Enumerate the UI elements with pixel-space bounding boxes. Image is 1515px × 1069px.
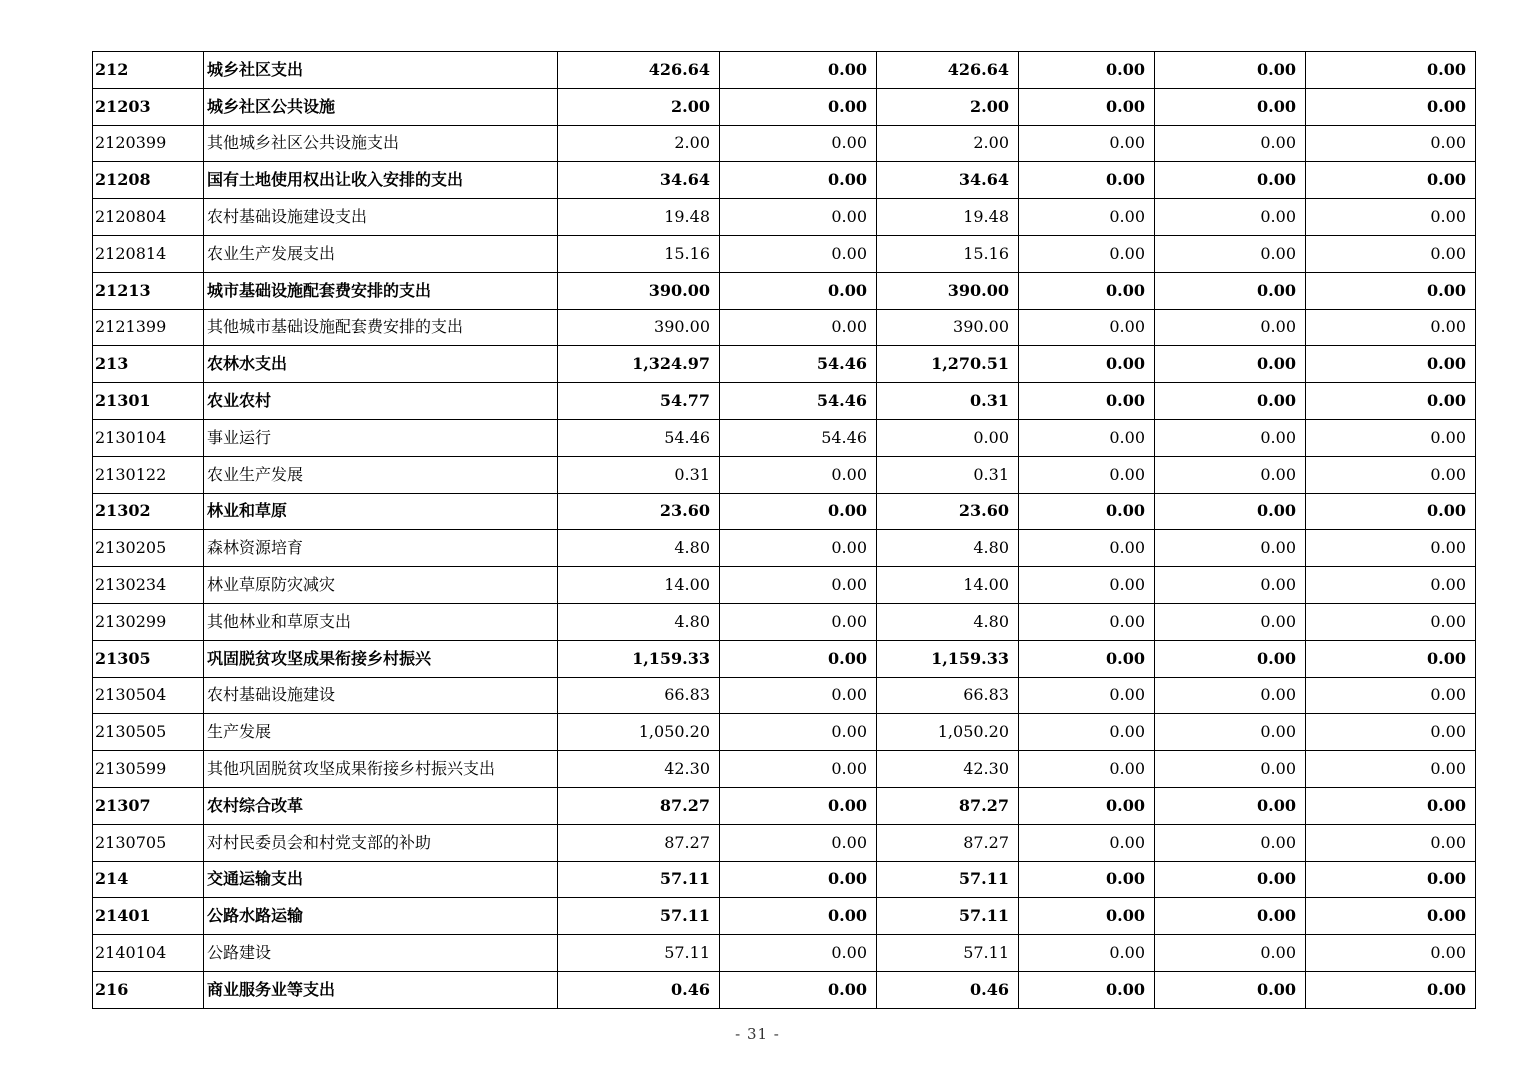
amount-cell: 0.00 [720, 677, 877, 714]
amount-cell: 2.00 [558, 125, 720, 162]
amount-cell: 0.00 [1155, 971, 1306, 1008]
subject-code-cell: 2121399 [93, 309, 204, 346]
amount-cell: 0.00 [720, 603, 877, 640]
amount-cell: 0.00 [1019, 603, 1155, 640]
subject-code-cell: 2130122 [93, 456, 204, 493]
subject-code-cell: 21305 [93, 640, 204, 677]
table-row [93, 419, 1476, 456]
amount-cell: 0.00 [1019, 456, 1155, 493]
amount-cell: 23.60 [558, 493, 720, 530]
subject-name-cell: 商业服务业等支出 [204, 971, 558, 1008]
amount-cell: 0.00 [1019, 677, 1155, 714]
subject-code-cell: 213 [93, 346, 204, 383]
subject-code-cell: 212 [93, 52, 204, 89]
amount-cell: 0.00 [720, 971, 877, 1008]
amount-cell: 0.00 [720, 199, 877, 236]
amount-cell: 0.00 [1019, 861, 1155, 898]
amount-cell: 87.27 [877, 787, 1019, 824]
table-row [93, 714, 1476, 751]
subject-code-cell: 21203 [93, 88, 204, 125]
amount-cell: 0.00 [1019, 235, 1155, 272]
amount-cell: 0.00 [1019, 383, 1155, 420]
amount-cell: 0.00 [1155, 383, 1306, 420]
amount-cell: 0.00 [1306, 530, 1476, 567]
amount-cell: 0.00 [1306, 272, 1476, 309]
amount-cell: 1,159.33 [558, 640, 720, 677]
amount-cell: 390.00 [558, 272, 720, 309]
table-row [93, 898, 1476, 935]
amount-cell: 0.00 [720, 751, 877, 788]
amount-cell: 0.00 [1019, 125, 1155, 162]
amount-cell: 426.64 [558, 52, 720, 89]
subject-name-cell: 农业农村 [204, 383, 558, 420]
amount-cell: 0.00 [1155, 88, 1306, 125]
amount-cell: 0.00 [1019, 714, 1155, 751]
amount-cell: 1,050.20 [558, 714, 720, 751]
amount-cell: 42.30 [877, 751, 1019, 788]
amount-cell: 0.00 [1306, 162, 1476, 199]
amount-cell: 1,050.20 [877, 714, 1019, 751]
subject-name-cell: 农村基础设施建设支出 [204, 199, 558, 236]
amount-cell: 2.00 [877, 125, 1019, 162]
subject-name-cell: 农业生产发展 [204, 456, 558, 493]
amount-cell: 66.83 [558, 677, 720, 714]
amount-cell: 0.00 [1019, 309, 1155, 346]
amount-cell: 0.00 [1155, 751, 1306, 788]
amount-cell: 0.00 [720, 125, 877, 162]
amount-cell: 0.00 [1019, 971, 1155, 1008]
amount-cell: 0.00 [1019, 199, 1155, 236]
amount-cell: 0.00 [1155, 309, 1306, 346]
amount-cell: 0.00 [1306, 309, 1476, 346]
subject-name-cell: 林业草原防灾减灾 [204, 567, 558, 604]
amount-cell: 0.00 [1155, 162, 1306, 199]
table-row [93, 603, 1476, 640]
subject-code-cell: 2130205 [93, 530, 204, 567]
amount-cell: 0.00 [1019, 493, 1155, 530]
subject-name-cell: 城乡社区公共设施 [204, 88, 558, 125]
amount-cell: 0.00 [1155, 824, 1306, 861]
subject-name-cell: 农业生产发展支出 [204, 235, 558, 272]
amount-cell: 14.00 [558, 567, 720, 604]
subject-name-cell: 森林资源培育 [204, 530, 558, 567]
amount-cell: 0.00 [720, 456, 877, 493]
amount-cell: 54.77 [558, 383, 720, 420]
amount-cell: 0.00 [1306, 971, 1476, 1008]
amount-cell: 0.00 [720, 162, 877, 199]
subject-name-cell: 公路建设 [204, 935, 558, 972]
amount-cell: 4.80 [558, 530, 720, 567]
amount-cell: 0.00 [1155, 603, 1306, 640]
subject-name-cell: 农林水支出 [204, 346, 558, 383]
amount-cell: 0.00 [720, 787, 877, 824]
table-row [93, 751, 1476, 788]
amount-cell: 34.64 [877, 162, 1019, 199]
amount-cell: 0.00 [720, 640, 877, 677]
amount-cell: 0.31 [877, 383, 1019, 420]
subject-code-cell: 2130299 [93, 603, 204, 640]
subject-code-cell: 2130505 [93, 714, 204, 751]
amount-cell: 390.00 [877, 309, 1019, 346]
amount-cell: 0.00 [1155, 898, 1306, 935]
amount-cell: 0.00 [1155, 567, 1306, 604]
amount-cell: 54.46 [720, 419, 877, 456]
table-row [93, 935, 1476, 972]
amount-cell: 87.27 [558, 787, 720, 824]
table-row [93, 567, 1476, 604]
table-row [93, 88, 1476, 125]
amount-cell: 0.00 [720, 88, 877, 125]
amount-cell: 4.80 [558, 603, 720, 640]
amount-cell: 0.00 [1306, 567, 1476, 604]
amount-cell: 0.00 [1155, 125, 1306, 162]
amount-cell: 0.00 [1306, 603, 1476, 640]
table-row [93, 125, 1476, 162]
subject-name-cell: 对村民委员会和村党支部的补助 [204, 824, 558, 861]
table-row [93, 456, 1476, 493]
amount-cell: 0.31 [877, 456, 1019, 493]
amount-cell: 0.00 [1019, 567, 1155, 604]
amount-cell: 0.00 [720, 309, 877, 346]
amount-cell: 87.27 [877, 824, 1019, 861]
subject-code-cell: 21213 [93, 272, 204, 309]
table-body [93, 52, 1476, 1009]
amount-cell: 1,270.51 [877, 346, 1019, 383]
amount-cell: 0.00 [1155, 493, 1306, 530]
subject-code-cell: 2130104 [93, 419, 204, 456]
amount-cell: 0.00 [1306, 751, 1476, 788]
subject-code-cell: 2130705 [93, 824, 204, 861]
amount-cell: 0.00 [720, 861, 877, 898]
amount-cell: 390.00 [558, 309, 720, 346]
amount-cell: 0.00 [1019, 530, 1155, 567]
amount-cell: 0.00 [1019, 162, 1155, 199]
amount-cell: 0.00 [1306, 898, 1476, 935]
amount-cell: 66.83 [877, 677, 1019, 714]
table-row [93, 309, 1476, 346]
table-row [93, 640, 1476, 677]
subject-code-cell: 214 [93, 861, 204, 898]
subject-code-cell: 21208 [93, 162, 204, 199]
amount-cell: 0.00 [720, 235, 877, 272]
subject-code-cell: 2120399 [93, 125, 204, 162]
subject-code-cell: 2130234 [93, 567, 204, 604]
amount-cell: 19.48 [558, 199, 720, 236]
amount-cell: 0.00 [1306, 52, 1476, 89]
amount-cell: 57.11 [877, 861, 1019, 898]
subject-code-cell: 216 [93, 971, 204, 1008]
amount-cell: 14.00 [877, 567, 1019, 604]
amount-cell: 0.00 [1306, 419, 1476, 456]
subject-name-cell: 农村基础设施建设 [204, 677, 558, 714]
amount-cell: 57.11 [558, 898, 720, 935]
amount-cell: 54.46 [558, 419, 720, 456]
subject-code-cell: 2130599 [93, 751, 204, 788]
amount-cell: 0.00 [1306, 346, 1476, 383]
amount-cell: 426.64 [877, 52, 1019, 89]
amount-cell: 0.31 [558, 456, 720, 493]
table-row [93, 971, 1476, 1008]
amount-cell: 0.00 [1306, 88, 1476, 125]
amount-cell: 0.00 [1155, 530, 1306, 567]
amount-cell: 0.00 [1306, 456, 1476, 493]
subject-code-cell: 21401 [93, 898, 204, 935]
amount-cell: 0.00 [1155, 456, 1306, 493]
table-row [93, 235, 1476, 272]
amount-cell: 2.00 [558, 88, 720, 125]
amount-cell: 87.27 [558, 824, 720, 861]
table-row [93, 346, 1476, 383]
subject-name-cell: 巩固脱贫攻坚成果衔接乡村振兴 [204, 640, 558, 677]
amount-cell: 0.00 [1306, 235, 1476, 272]
table-row [93, 530, 1476, 567]
subject-code-cell: 2140104 [93, 935, 204, 972]
amount-cell: 0.00 [1306, 677, 1476, 714]
amount-cell: 0.00 [1306, 824, 1476, 861]
amount-cell: 0.00 [720, 52, 877, 89]
amount-cell: 0.00 [720, 714, 877, 751]
table-row [93, 824, 1476, 861]
amount-cell: 42.30 [558, 751, 720, 788]
amount-cell: 0.00 [1306, 640, 1476, 677]
amount-cell: 1,324.97 [558, 346, 720, 383]
amount-cell: 1,159.33 [877, 640, 1019, 677]
budget-table [92, 51, 1476, 1009]
amount-cell: 0.00 [1306, 935, 1476, 972]
amount-cell: 0.00 [720, 567, 877, 604]
amount-cell: 54.46 [720, 383, 877, 420]
subject-name-cell: 事业运行 [204, 419, 558, 456]
amount-cell: 0.00 [1019, 898, 1155, 935]
amount-cell: 0.00 [1306, 125, 1476, 162]
amount-cell: 4.80 [877, 603, 1019, 640]
amount-cell: 15.16 [877, 235, 1019, 272]
amount-cell: 0.00 [1155, 787, 1306, 824]
amount-cell: 0.00 [1019, 88, 1155, 125]
subject-name-cell: 其他城市基础设施配套费安排的支出 [204, 309, 558, 346]
subject-name-cell: 其他巩固脱贫攻坚成果衔接乡村振兴支出 [204, 751, 558, 788]
amount-cell: 0.00 [1019, 52, 1155, 89]
table-row [93, 787, 1476, 824]
amount-cell: 57.11 [558, 935, 720, 972]
amount-cell: 0.00 [1155, 677, 1306, 714]
amount-cell: 0.00 [1019, 935, 1155, 972]
amount-cell: 0.00 [1019, 787, 1155, 824]
subject-name-cell: 城市基础设施配套费安排的支出 [204, 272, 558, 309]
table-row [93, 861, 1476, 898]
amount-cell: 0.00 [1155, 935, 1306, 972]
subject-name-cell: 公路水路运输 [204, 898, 558, 935]
subject-code-cell: 2120814 [93, 235, 204, 272]
amount-cell: 0.00 [720, 530, 877, 567]
amount-cell: 0.00 [1155, 861, 1306, 898]
amount-cell: 0.00 [1019, 272, 1155, 309]
amount-cell: 0.00 [1306, 199, 1476, 236]
amount-cell: 23.60 [877, 493, 1019, 530]
amount-cell: 0.00 [1019, 824, 1155, 861]
amount-cell: 0.00 [1019, 419, 1155, 456]
subject-name-cell: 其他城乡社区公共设施支出 [204, 125, 558, 162]
table-row [93, 493, 1476, 530]
amount-cell: 57.11 [558, 861, 720, 898]
amount-cell: 0.00 [1155, 199, 1306, 236]
table-row [93, 383, 1476, 420]
amount-cell: 0.00 [720, 824, 877, 861]
amount-cell: 0.00 [1019, 751, 1155, 788]
amount-cell: 34.64 [558, 162, 720, 199]
amount-cell: 0.00 [1306, 383, 1476, 420]
amount-cell: 0.00 [1155, 272, 1306, 309]
table-row [93, 272, 1476, 309]
amount-cell: 0.00 [1019, 346, 1155, 383]
subject-name-cell: 农村综合改革 [204, 787, 558, 824]
subject-code-cell: 2120804 [93, 199, 204, 236]
table-row [93, 52, 1476, 89]
subject-name-cell: 生产发展 [204, 714, 558, 751]
amount-cell: 390.00 [877, 272, 1019, 309]
subject-code-cell: 21307 [93, 787, 204, 824]
subject-name-cell: 其他林业和草原支出 [204, 603, 558, 640]
subject-name-cell: 交通运输支出 [204, 861, 558, 898]
amount-cell: 19.48 [877, 199, 1019, 236]
subject-code-cell: 21302 [93, 493, 204, 530]
amount-cell: 0.00 [1306, 787, 1476, 824]
amount-cell: 0.00 [720, 272, 877, 309]
subject-name-cell: 林业和草原 [204, 493, 558, 530]
amount-cell: 54.46 [720, 346, 877, 383]
amount-cell: 0.46 [558, 971, 720, 1008]
amount-cell: 57.11 [877, 898, 1019, 935]
subject-code-cell: 2130504 [93, 677, 204, 714]
amount-cell: 0.00 [1155, 714, 1306, 751]
page-number: - 31 - [735, 1025, 780, 1043]
table-row [93, 677, 1476, 714]
subject-name-cell: 国有土地使用权出让收入安排的支出 [204, 162, 558, 199]
amount-cell: 0.46 [877, 971, 1019, 1008]
amount-cell: 0.00 [720, 935, 877, 972]
amount-cell: 0.00 [1155, 419, 1306, 456]
amount-cell: 15.16 [558, 235, 720, 272]
table-row [93, 162, 1476, 199]
amount-cell: 4.80 [877, 530, 1019, 567]
amount-cell: 0.00 [1019, 640, 1155, 677]
amount-cell: 0.00 [1155, 235, 1306, 272]
amount-cell: 2.00 [877, 88, 1019, 125]
subject-code-cell: 21301 [93, 383, 204, 420]
amount-cell: 57.11 [877, 935, 1019, 972]
amount-cell: 0.00 [1155, 346, 1306, 383]
amount-cell: 0.00 [1306, 714, 1476, 751]
amount-cell: 0.00 [720, 493, 877, 530]
amount-cell: 0.00 [1306, 861, 1476, 898]
table-row [93, 199, 1476, 236]
amount-cell: 0.00 [1155, 640, 1306, 677]
amount-cell: 0.00 [877, 419, 1019, 456]
amount-cell: 0.00 [1306, 493, 1476, 530]
amount-cell: 0.00 [1155, 52, 1306, 89]
subject-name-cell: 城乡社区支出 [204, 52, 558, 89]
amount-cell: 0.00 [720, 898, 877, 935]
